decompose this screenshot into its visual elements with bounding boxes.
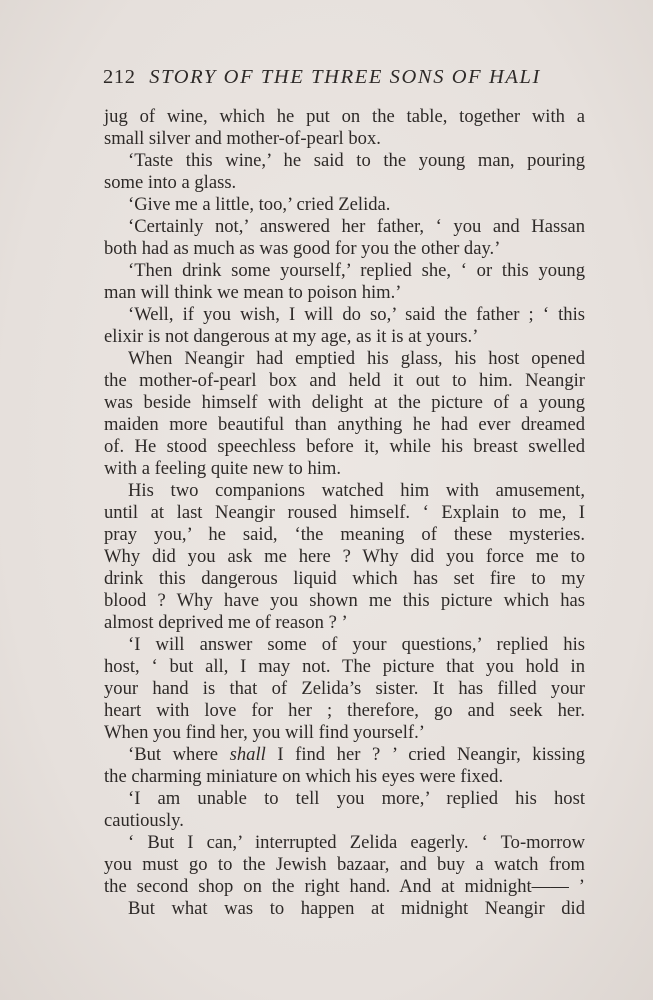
text-line: ‘ But I can,’ interrupted Zelida eagerly. ‘ To-morrow xyxy=(128,832,585,853)
text-line: drink this dangerous liquid which has set fire to my xyxy=(104,568,585,589)
text-line: almost deprived me of reason ? ’ xyxy=(104,612,348,633)
text-line: you must go to the Jewish bazaar, and buy a watch from xyxy=(104,854,585,875)
text-line: His two companions watched him with amusement, xyxy=(128,480,585,501)
text-line: some into a glass. xyxy=(104,172,237,193)
text-line: man will think we mean to poison him.’ xyxy=(104,282,402,303)
text-line: jug of wine, which he put on the table, together with a xyxy=(104,106,585,127)
text-line: of. He stood speechless before it, while his breast swelled xyxy=(104,436,585,457)
italic-run: shall xyxy=(229,744,266,765)
text-line: When you find her, you will find yourself.’ xyxy=(104,722,425,743)
text-line: was beside himself with delight at the picture of a young xyxy=(104,392,585,413)
text-line: host, ‘ but all, I may not. The picture that you hold in xyxy=(104,656,585,677)
text-line: ‘Well, if you wish, I will do so,’ said the father ; ‘ this xyxy=(128,304,585,325)
text-line: heart with love for her ; therefore, go and seek her. xyxy=(104,700,585,721)
text-line: pray you,’ he said, ‘the meaning of these mysteries. xyxy=(104,524,585,545)
body-text xyxy=(104,106,585,920)
text-line: blood ? Why have you shown me this picture which has xyxy=(104,590,585,611)
text-line: ‘Certainly not,’ answered her father, ‘ you and Hassan xyxy=(128,216,585,237)
running-header xyxy=(103,66,585,96)
text-line: with a feeling quite new to him. xyxy=(104,458,342,479)
text-run: I find her ? ’ cried Neangir, kissing xyxy=(265,744,586,765)
text-line: ‘I am unable to tell you more,’ replied his host xyxy=(128,788,585,809)
text-line: your hand is that of Zelida’s sister. It has filled your xyxy=(104,678,585,699)
text-run: ‘But where xyxy=(128,744,230,765)
text-line: elixir is not dangerous at my age, as it is at yours.’ xyxy=(104,326,479,347)
text-line: small silver and mother-of-pearl box. xyxy=(104,128,381,149)
text-line xyxy=(104,744,585,766)
text-line: the mother-of-pearl box and held it out to him. Neangir xyxy=(104,370,585,391)
text-line: When Neangir had emptied his glass, his host opened xyxy=(128,348,585,369)
text-line: Why did you ask me here ? Why did you force me to xyxy=(104,546,585,567)
text-line: maiden more beautiful than anything he had ever dreamed xyxy=(104,414,585,435)
text-line: the second shop on the right hand. And at midnight—— ’ xyxy=(104,876,585,897)
text-line: ‘Then drink some yourself,’ replied she, ‘ or this young xyxy=(128,260,585,281)
text-line: ‘Give me a little, too,’ cried Zelida. xyxy=(128,194,391,215)
text-line: until at last Neangir roused himself. ‘ Explain to me, I xyxy=(104,502,585,523)
text-line: both had as much as was good for you the other day.’ xyxy=(104,238,501,259)
running-title: STORY OF THE THREE SONS OF HALI xyxy=(149,66,541,88)
text-line: But what was to happen at midnight Neangir did xyxy=(128,898,585,919)
text-line: ‘I will answer some of your questions,’ replied his xyxy=(128,634,585,655)
text-line: ‘Taste this wine,’ he said to the young man, pouring xyxy=(128,150,585,171)
page-number: 212 xyxy=(103,66,136,88)
text-line: cautiously. xyxy=(104,810,184,831)
text-line: the charming miniature on which his eyes were fixed. xyxy=(104,766,504,787)
